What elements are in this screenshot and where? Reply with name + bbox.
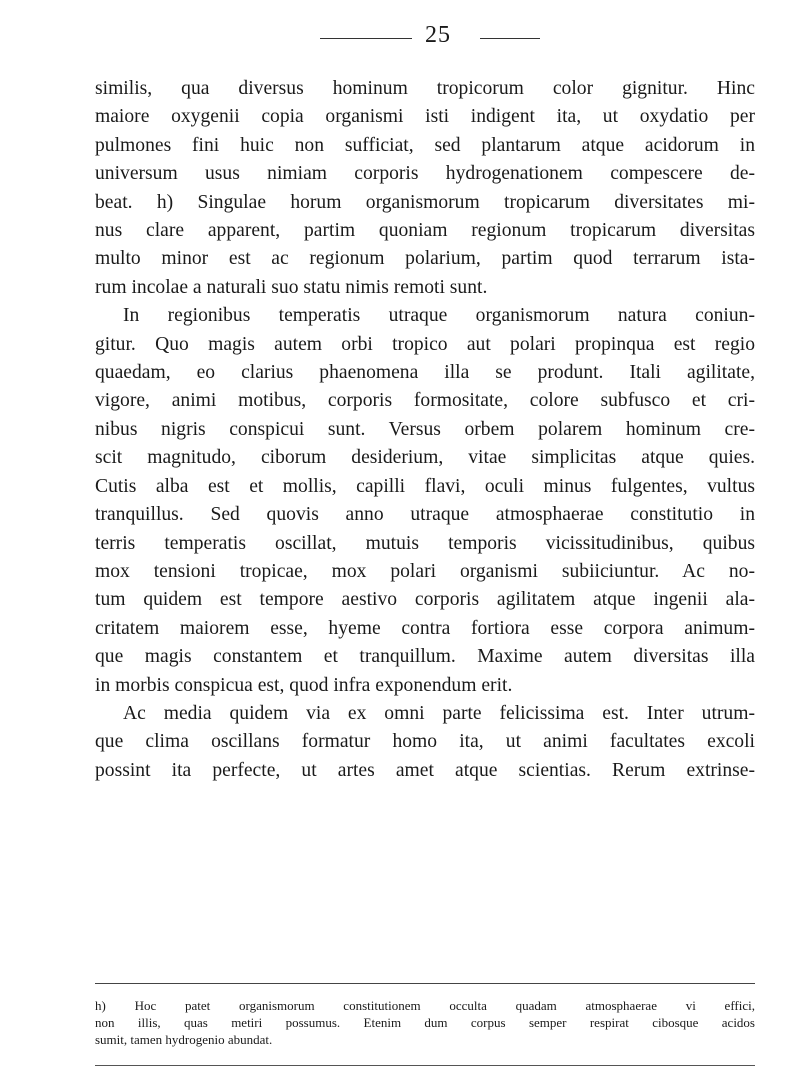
footnote <box>95 997 755 1048</box>
text-line: pulmones fini huic non sufficiat, sed plantarum atque acidorum in <box>95 134 755 156</box>
text-line: mox tensioni tropicae, mox polari organismi subiiciuntur. Ac no- <box>95 560 755 582</box>
footnote-line: non illis, quas metiri possumus. Etenim dum corpus semper respirat cibosque acidos <box>95 1015 755 1030</box>
text-line: scit magnitudo, ciborum desiderium, vitae simplicitas atque quies. <box>95 447 755 469</box>
header-rule-left <box>320 38 412 39</box>
text-line: tum quidem est tempore aestivo corporis agilitatem atque ingenii ala- <box>95 589 755 611</box>
page-header <box>0 14 800 54</box>
text-line: in morbis conspicua est, quod infra exponendum erit. <box>95 674 513 696</box>
text-line: vigore, animi motibus, corporis formositate, colore subfusco et cri- <box>95 390 755 412</box>
text-line: beat. h) Singulae horum organismorum tropicarum diversitates mi- <box>95 191 755 213</box>
text-line: universum usus nimiam corporis hydrogenationem compescere de- <box>95 163 755 185</box>
text-line: que magis constantem et tranquillum. Maxime autem diversitas illa <box>95 646 755 668</box>
text-line: tranquillus. Sed quovis anno utraque atmosphaerae constitutio in <box>95 504 755 526</box>
text-line: In regionibus temperatis utraque organismorum natura coniun- <box>123 305 755 327</box>
footnote-line: sumit, tamen hydrogenio abundat. <box>95 1032 273 1047</box>
text-line: possint ita perfecte, ut artes amet atque scientias. Rerum extrinse- <box>95 759 755 781</box>
text-line: nus clare apparent, partim quoniam regionum tropicarum diversitas <box>95 220 755 242</box>
page-bottom-rule <box>95 1065 755 1066</box>
header-rule-right <box>480 38 540 39</box>
text-line: critatem maiorem esse, hyeme contra fortiora esse corpora animum- <box>95 617 755 639</box>
text-line: quaedam, eo clarius phaenomena illa se produnt. Itali agilitate, <box>95 362 755 384</box>
text-line: multo minor est ac regionum polarium, partim quod terrarum ista- <box>95 248 755 270</box>
body-text <box>95 75 755 785</box>
footnote-separator-rule <box>95 983 755 984</box>
text-line: gitur. Quo magis autem orbi tropico aut polari propinqua est regio <box>95 333 755 355</box>
text-line: que clima oscillans formatur homo ita, ut animi facultates excoli <box>95 731 755 753</box>
text-line: rum incolae a naturali suo statu nimis remoti sunt. <box>95 276 488 298</box>
footnote-line: h) Hoc patet organismorum constitutionem occulta quadam atmosphaerae vi effici, <box>95 998 755 1013</box>
text-line: Cutis alba est et mollis, capilli flavi, oculi minus fulgentes, vultus <box>95 475 755 497</box>
text-line: terris temperatis oscillat, mutuis temporis vicissitudinibus, quibus <box>95 532 755 554</box>
text-line: maiore oxygenii copia organismi isti indigent ita, ut oxydatio per <box>95 106 755 128</box>
page-number: 25 <box>425 22 451 48</box>
text-line: Ac media quidem via ex omni parte felicissima est. Inter utrum- <box>123 702 755 724</box>
text-line: nibus nigris conspicui sunt. Versus orbem polarem hominum cre- <box>95 418 755 440</box>
text-line: similis, qua diversus hominum tropicorum color gignitur. Hinc <box>95 78 755 99</box>
